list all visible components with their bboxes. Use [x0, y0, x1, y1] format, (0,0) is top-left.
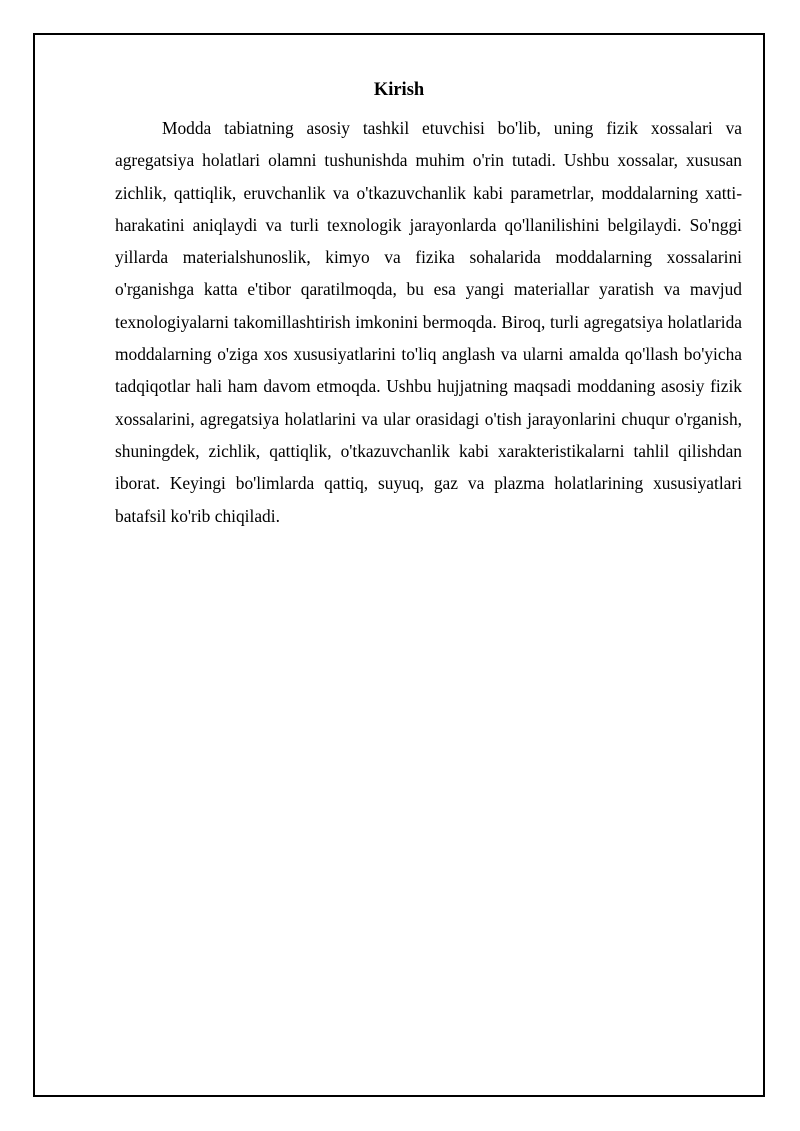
page-border-frame — [33, 33, 765, 1097]
section-heading: Kirish — [373, 80, 425, 100]
intro-paragraph: Modda tabiatning asosiy tashkil etuvchisi bo'lib, uning fizik xossalari va agregatsiya holatlari olamni tushunishda muhim o'rin tutadi. Ushbu xossalar, xususan zichlik, qattiqlik, eruvchanlik va o'tkazuvchanlik kabi parametrlar, moddalarning xatti-harakatini aniqlaydi va turli texnologik jarayonlarda qo'llanilishini belgilaydi. So'nggi yillarda materialshunoslik, kimyo va fizika sohalarida moddalarning xossalarini o'rganishga katta e'tibor qaratilmoqda, bu esa yangi materiallar yaratish va mavjud texnologiyalarni takomillashtirish imkonini bermoqda. Biroq, turli agregatsiya holatlarida moddalarning o'ziga xos xususiyatlarini to'liq anglash va ularni amalda qo'llash bo'yicha tadqiqotlar hali ham davom etmoqda. Ushbu hujjatning maqsadi moddaning asosiy fizik xossalarini, agregatsiya holatlarini va ular orasidagi o'tish jarayonlarini chuqur o'rganish, shuningdek, zichlik, qattiqlik, o'tkazuvchanlik kabi xarakteristikalarni tahlil qilishdan iborat. Keyingi bo'limlarda qattiq, suyuq, gaz va plazma holatlarining xususiyatlari batafsil ko'rib chiqiladi. — [115, 118, 742, 526]
